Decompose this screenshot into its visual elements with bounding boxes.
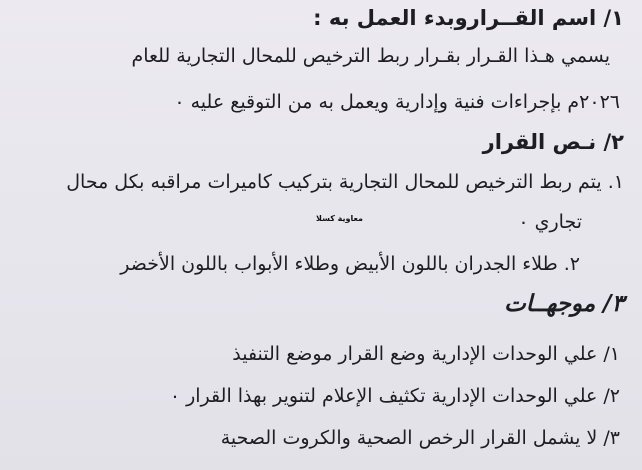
watermark-text: معاوية كسلا [316,214,363,223]
section3-heading: ٣/ موجهــات [504,291,624,317]
section1-heading: ١/ اسم القــراروبدء العمل به : [313,6,624,30]
section2-item1-line1: ١. يتم ربط الترخيص للمحال التجارية بتركيب كاميرات مراقبه بكل محال [66,171,624,193]
section2-heading: ٢/ نـص القرار [482,130,624,154]
section2-item2: ٢. طلاء الجدران باللون الأبيض وطلاء الأبواب باللون الأخضر [120,253,580,275]
section3-item1: ١/ علي الوحدات الإدارية وضع القرار موضع التنفيذ [232,343,620,365]
section2-item1-line2: تجاري ٠ [518,211,582,233]
section3-item3: ٣/ لا يشمل القرار الرخص الصحية والكروت الصحية [220,427,620,449]
section3-item2: ٢/ علي الوحدات الإدارية تكثيف الإعلام لتنوير بهذا القرار ٠ [169,385,620,407]
section1-text-line1: يسمي هـذا القـرار بقـرار ربط الترخيص للمحال التجارية للعام [131,45,610,67]
section1-text-line2: ٢٠٢٦م بإجراءات فنية وإدارية ويعمل به من التوقيع عليه ٠ [174,91,620,113]
